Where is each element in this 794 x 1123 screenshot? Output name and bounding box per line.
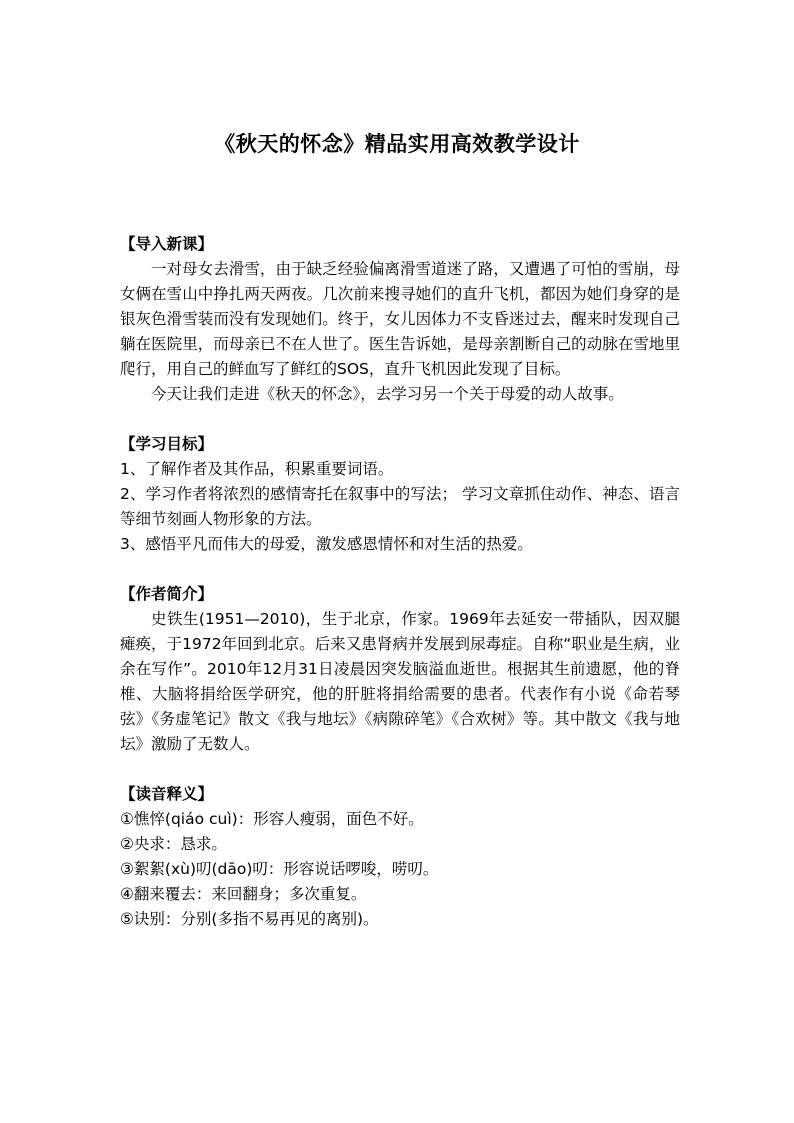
section-heading-intro: 【导入新课】: [120, 235, 214, 253]
document-body: [120, 232, 680, 932]
goal-item-2: 2、学习作者将浓烈的感情寄托在叙事中的写法； 学习文章抓住动作、神态、语言等细节刻画人物形象的方法。: [120, 485, 680, 528]
section-author: [120, 582, 680, 757]
goal-item-1: 1、了解作者及其作品，积累重要词语。: [120, 460, 394, 478]
intro-paragraph-2: 今天让我们走进《秋天的怀念》，去学习另一个关于母爱的动人故事。: [151, 385, 624, 403]
intro-paragraph-1: 一对母女去滑雪，由于缺乏经验偏离滑雪道迷了路，又遭遇了可怕的雪崩，母女俩在雪山中挣扎两天两夜。几次前来搜寻她们的直升飞机，都因为她们身穿的是银灰色滑雪装而没有发现她们。终于，女儿因体力不支昏迷过去，醒来时发现自己躺在医院里，而母亲已不在人世了。医生告诉她，是母亲割断自己的动脉在雪地里爬行，用自己的鲜血写了鲜红的SOS，直升飞机因此发现了目标。: [120, 260, 680, 378]
section-heading-vocab: 【读音释义】: [120, 785, 214, 803]
section-goals: [120, 432, 680, 557]
goal-item-3: 3、感悟平凡而伟大的母爱，激发感恩情怀和对生活的热爱。: [120, 535, 533, 553]
vocab-item-2: ②央求：恳求。: [120, 835, 227, 853]
author-paragraph: 史铁生(1951—2010)，生于北京，作家。1969年去延安一带插队，因双腿瘫痪，于1972年回到北京。后来又患肾病并发展到尿毒症。自称“职业是生病，业余在写作”。2010年12月31日凌晨因突发脑溢血逝世。根据其生前遗愿，他的脊椎、大脑将捐给医学研究，他的肝脏将捐给需要的患者。代表作有小说《命若琴弦》《务虚笔记》散文《我与地坛》《病隙碎笔》《合欢树》等。其中散文《我与地坛》激励了无数人。: [120, 610, 680, 753]
section-heading-author: 【作者简介】: [120, 585, 214, 603]
vocab-item-1: ①憔悴(qiáo cuì)：形容人瘦弱，面色不好。: [120, 810, 424, 828]
section-intro: [120, 232, 680, 407]
vocab-item-5: ⑤诀别：分别(多指不易再见的离别)。: [120, 910, 379, 928]
document-title: 《秋天的怀念》精品实用高效教学设计: [214, 131, 580, 156]
section-heading-goals: 【学习目标】: [120, 435, 214, 453]
section-vocab: [120, 782, 680, 932]
vocab-item-3: ③絮絮(xù)叨(dāo)叨：形容说话啰唆，唠叨。: [120, 860, 439, 878]
vocab-item-4: ④翻来覆去：来回翻身；多次重复。: [120, 885, 367, 903]
